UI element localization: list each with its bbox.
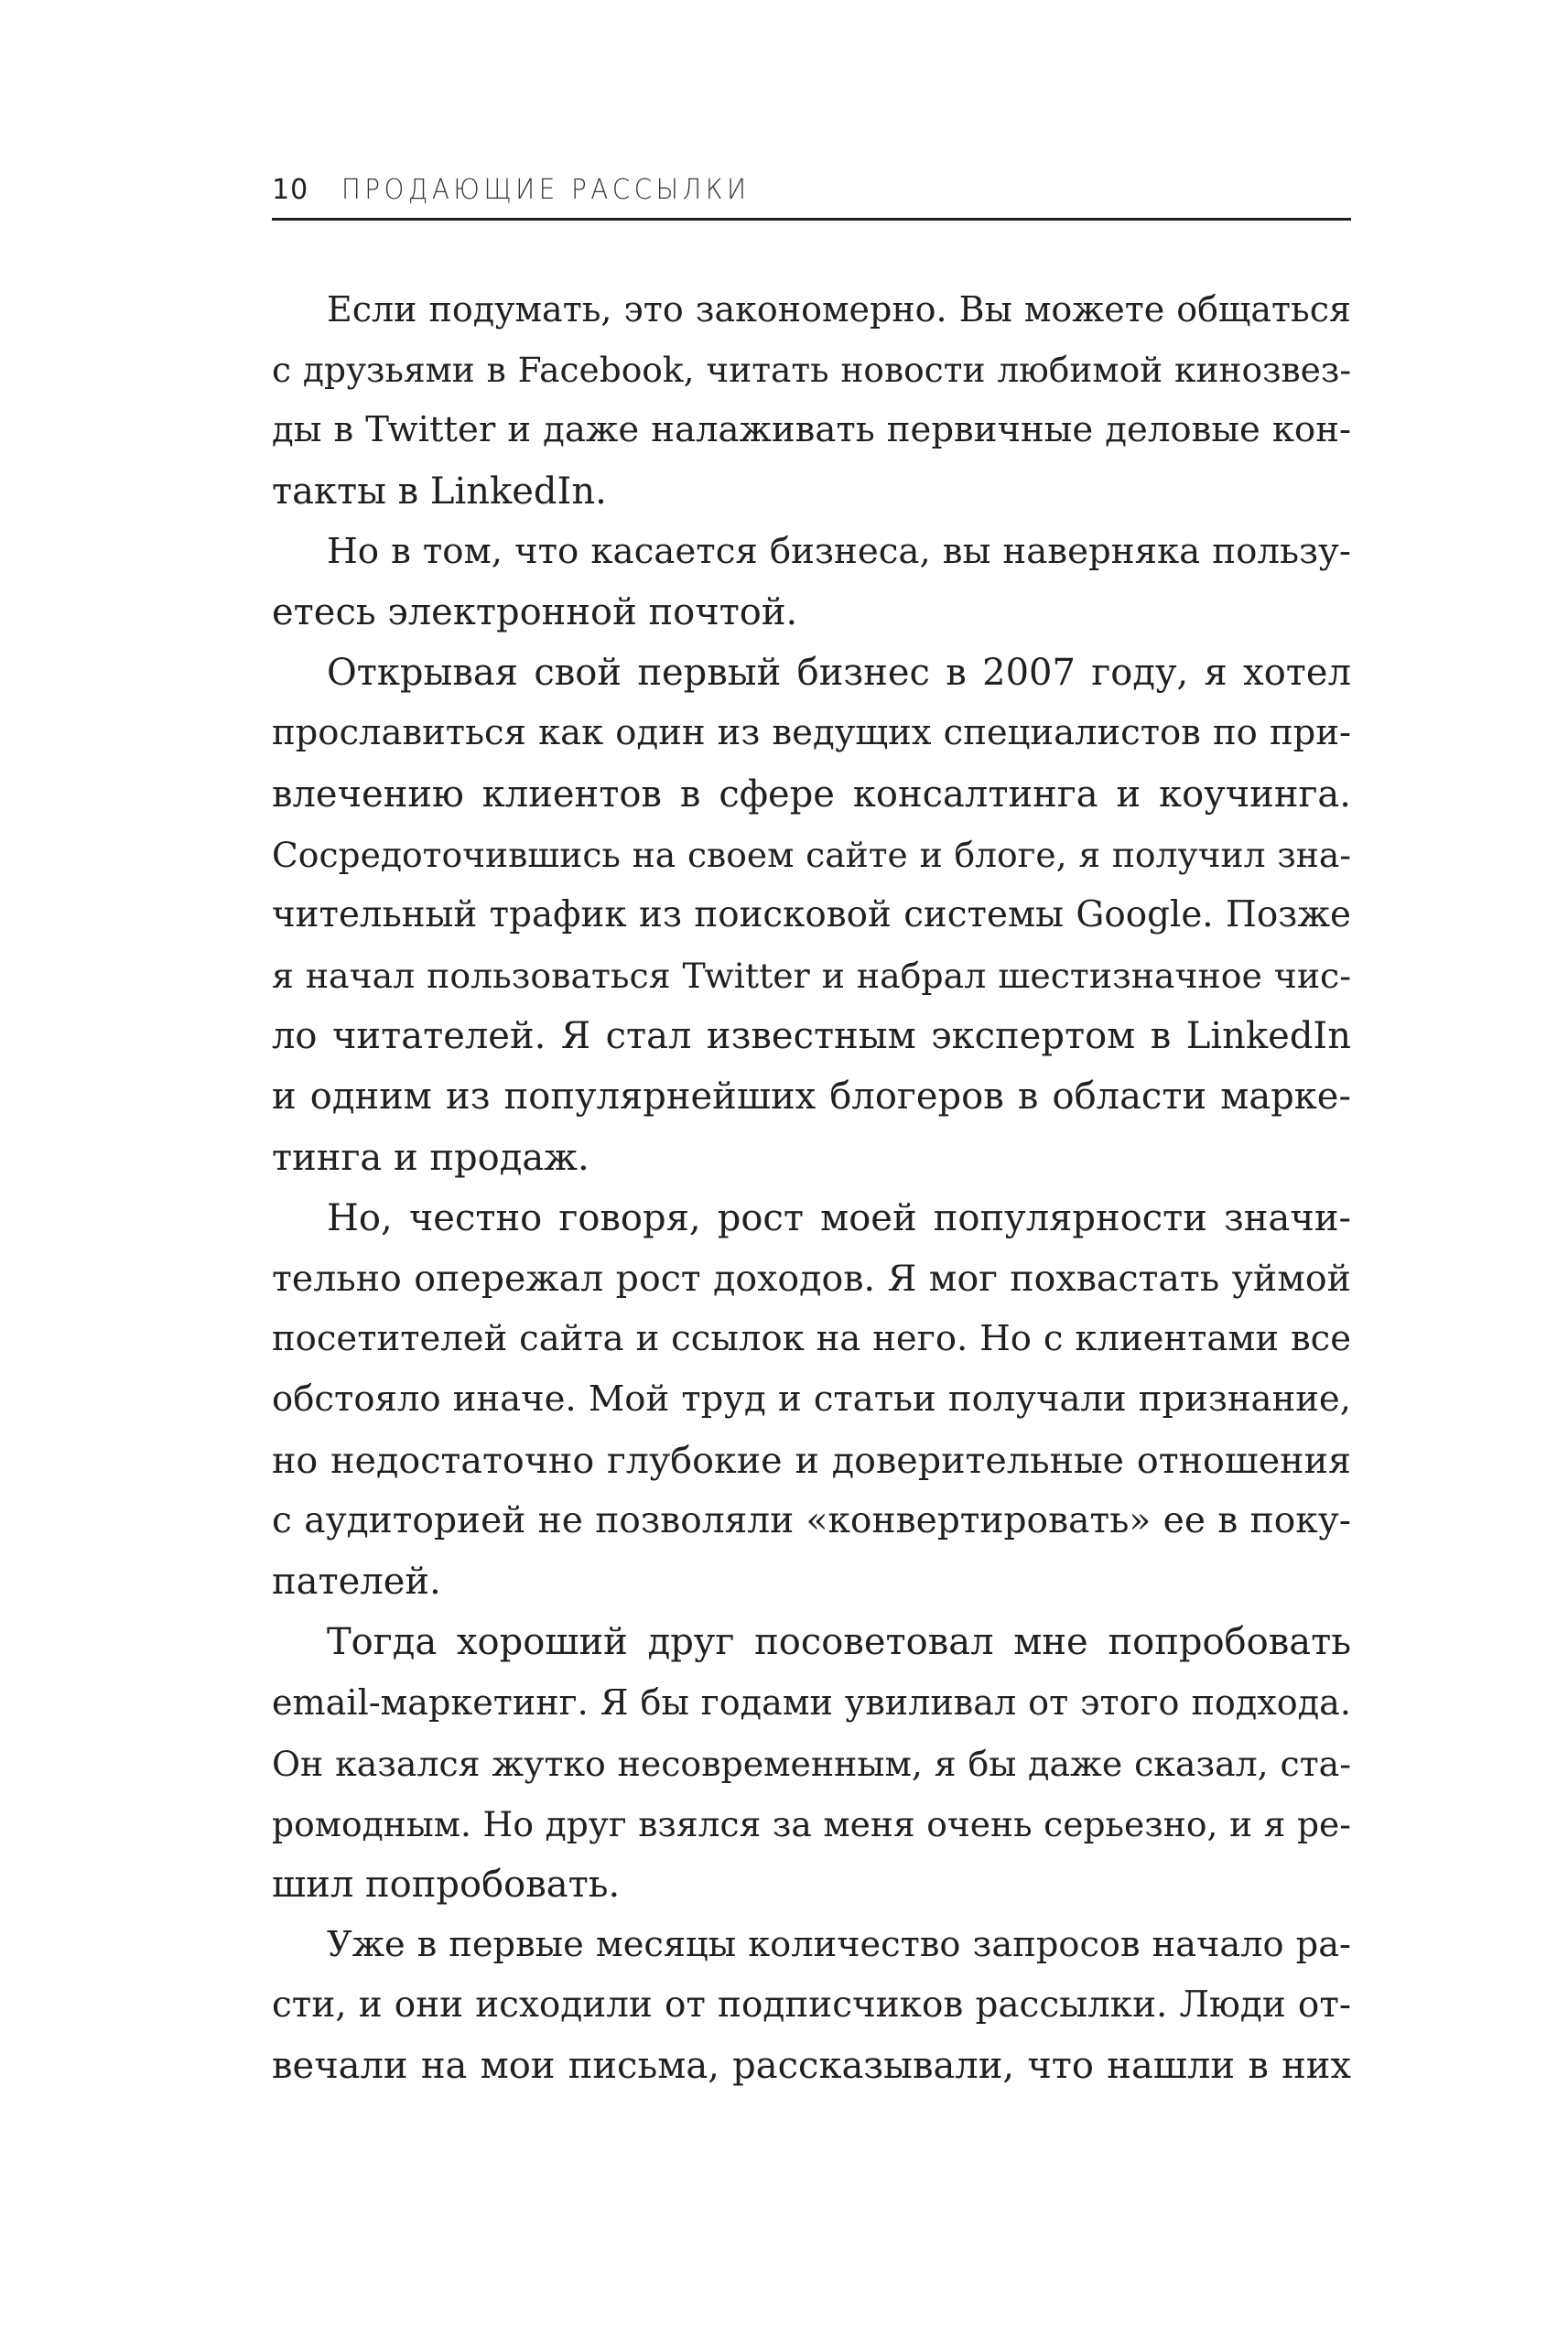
page-number: 10	[272, 174, 309, 206]
text-line: Сосредоточившись на своем сайте и блоге, я получил зна-	[272, 834, 1351, 875]
text-line: но недостаточно глубокие и доверительные отношения	[272, 1439, 1351, 1482]
text-line: Если подумать, это закономерно. Вы можете общаться	[327, 289, 1351, 330]
text-line: с аудиторией не позволяли «конвертировать» ее в поку-	[272, 1499, 1351, 1541]
text-line: обстояло иначе. Мой труд и статьи получали признание,	[272, 1378, 1351, 1421]
text-line: посетителей сайта и ссылок на него. Но с клиентами все	[272, 1318, 1351, 1360]
text-line: Но, честно говоря, рост моей популярности значи-	[327, 1196, 1351, 1239]
text-line: ромодным. Но друг взялся за меня очень серьезно, и я ре-	[272, 1803, 1351, 1844]
text-line: и одним из популярнейших блогеров в области марке-	[272, 1076, 1351, 1119]
text-line: я начал пользоваться Twitter и набрал шестизначное чис-	[272, 956, 1351, 997]
text-line: пателей.	[272, 1560, 441, 1603]
text-line: ды в Twitter и даже налаживать первичные деловые кон-	[272, 409, 1351, 451]
text-line: прославиться как один из ведущих специалистов по при-	[272, 712, 1351, 754]
text-line: етесь электронной почтой.	[272, 590, 798, 633]
paragraph-6	[272, 1915, 1351, 2097]
text-line: Уже в первые месяцы количество запросов начало ра-	[327, 1924, 1351, 1966]
text-line: тельно опережал рост доходов. Я мог похвастать уймой	[272, 1258, 1351, 1300]
text-line: вечали на мои письма, рассказывали, что нашли в них	[272, 2045, 1351, 2088]
text-line: email-маркетинг. Я бы годами увиливал от этого подхода.	[272, 1682, 1351, 1724]
text-line: Но в том, что касается бизнеса, вы наверняка пользу-	[327, 530, 1351, 572]
text-line: Открывая свой первый бизнес в 2007 году, я хотел	[327, 652, 1351, 695]
text-line: такты в LinkedIn.	[272, 470, 607, 513]
text-line: сти, и они исходили от подписчиков рассылки. Люди от-	[272, 1984, 1351, 2027]
text-line: Он казался жутко несовременным, я бы даже сказал, ста-	[272, 1743, 1351, 1784]
paragraph-5	[272, 1612, 1351, 1915]
text-line: тинга и продаж.	[272, 1136, 589, 1179]
running-head	[272, 172, 1351, 209]
text-line: с друзьями в Facebook, читать новости любимой кинозвез-	[272, 350, 1351, 391]
paragraph-1	[272, 279, 1351, 522]
text-line: Тогда хороший друг посоветовал мне попробовать	[327, 1621, 1351, 1664]
text-line: влечению клиентов в сфере консалтинга и коучинга.	[272, 773, 1351, 816]
header-rule	[272, 218, 1351, 221]
paragraph-4	[272, 1188, 1351, 1612]
paragraph-2	[272, 522, 1351, 643]
paragraph-3	[272, 643, 1351, 1188]
text-line: ло читателей. Я стал известным экспертом в LinkedIn	[272, 1015, 1351, 1058]
text-line: шил попробовать.	[272, 1863, 621, 1906]
body-text	[272, 279, 1351, 2097]
running-title: ПРОДАЮЩИЕ РАССЫЛКИ	[341, 174, 751, 206]
text-line: чительный трафик из поисковой системы Google. Позже	[272, 893, 1351, 935]
